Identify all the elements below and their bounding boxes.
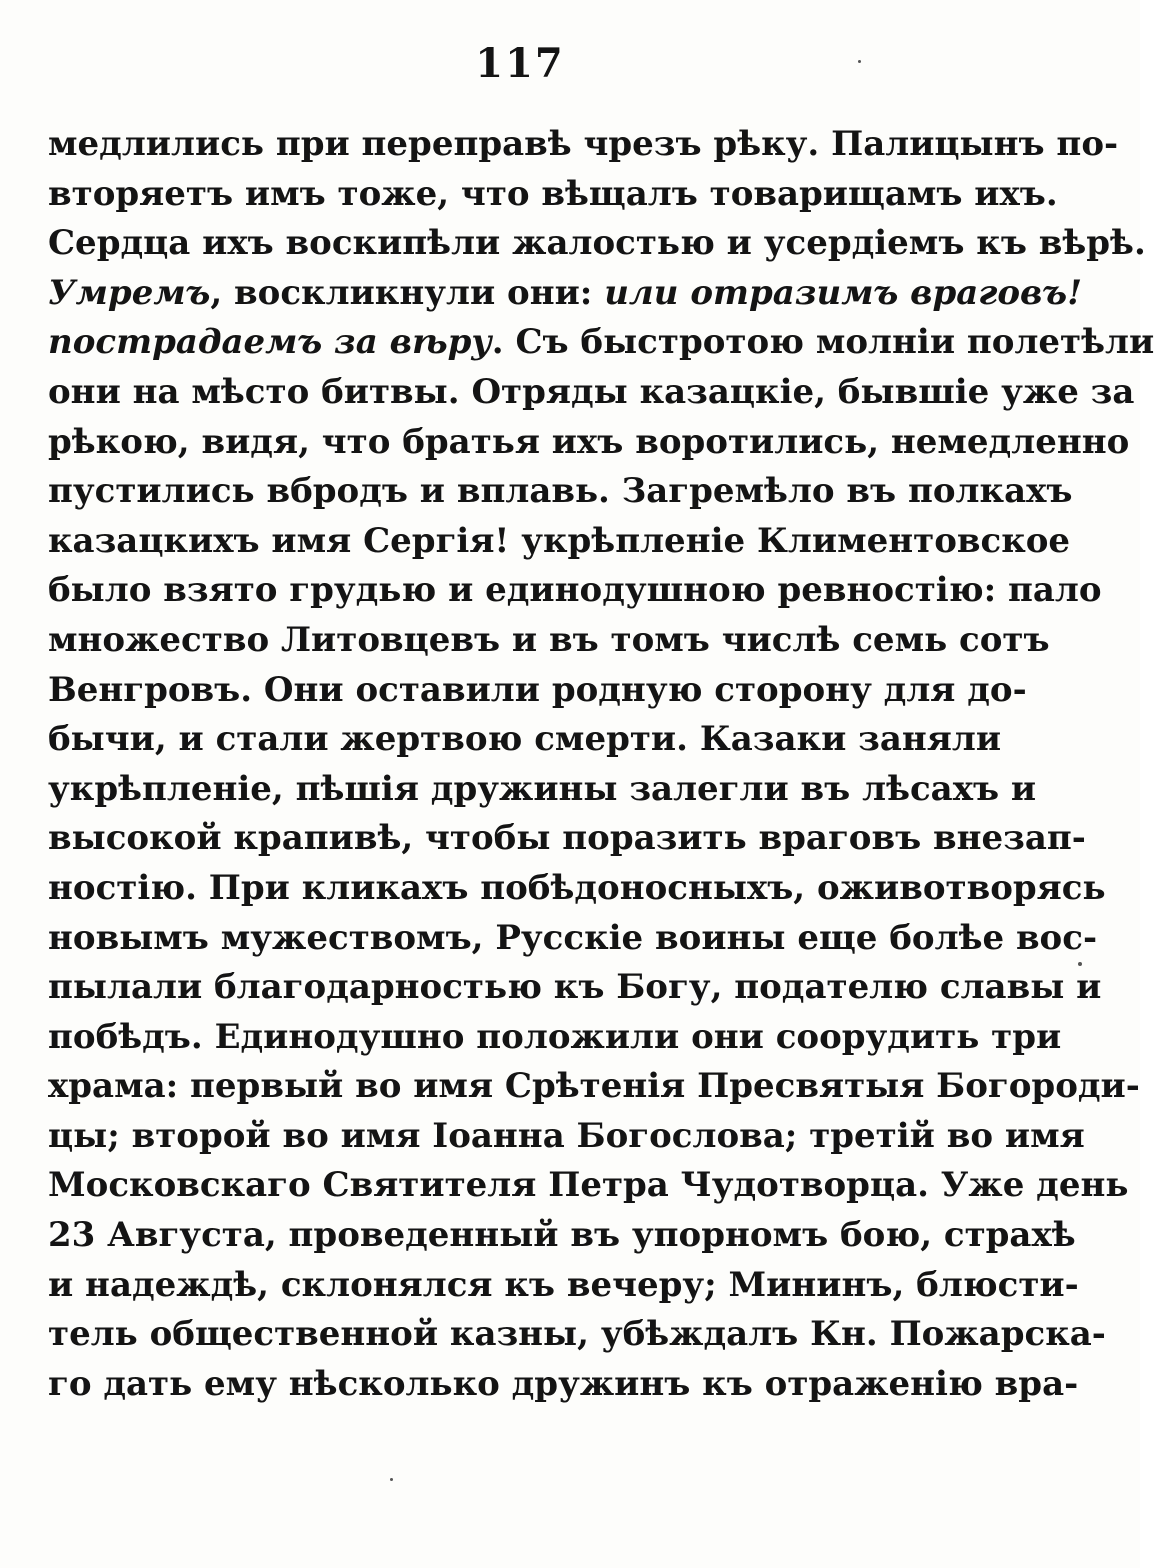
text-run: они на мѣсто битвы. Отряды казацкіе, бывшіе уже за bbox=[48, 371, 1135, 412]
text-run: пылали благодарностью къ Богу, подателю славы и bbox=[48, 967, 1102, 1008]
text-line bbox=[48, 864, 1106, 914]
text-run: укрѣпленіе, пѣшія дружины залегли въ лѣсахъ и bbox=[48, 768, 1037, 809]
text-run: ностію. При кликахъ побѣдоносныхъ, оживотворясь bbox=[48, 867, 1106, 908]
text-line bbox=[48, 1261, 1079, 1311]
text-run: тель общественной казны, убѣждалъ Кн. Пожарска- bbox=[48, 1314, 1106, 1355]
text-run: . Съ быстротою молніи полетѣли bbox=[491, 322, 1154, 363]
print-speck bbox=[1078, 962, 1082, 966]
text-line bbox=[48, 765, 1037, 815]
text-run: новымъ мужествомъ, Русскіе воины еще болѣе вос- bbox=[48, 917, 1098, 958]
text-line bbox=[48, 517, 1071, 567]
italic-phrase: Умремъ bbox=[48, 272, 211, 313]
text-line bbox=[48, 1062, 1140, 1112]
text-line bbox=[48, 616, 1050, 666]
text-run: было взято грудью и единодушною ревностію: пало bbox=[48, 570, 1102, 611]
print-speck bbox=[390, 1478, 393, 1481]
text-line bbox=[48, 963, 1102, 1013]
text-line bbox=[48, 219, 1146, 269]
text-line bbox=[48, 1112, 1085, 1162]
body-text bbox=[48, 120, 1154, 1409]
text-run: цы; второй во имя Іоанна Богослова; третій во имя bbox=[48, 1115, 1085, 1156]
text-run: медлились при переправѣ чрезъ рѣку. Палицынъ по- bbox=[48, 124, 1119, 164]
text-line bbox=[48, 418, 1130, 468]
text-run: высокой крапивѣ, чтобы поразить враговъ внезап- bbox=[48, 818, 1086, 859]
text-run: бычи, и стали жертвою смерти. Казаки заняли bbox=[48, 719, 1002, 760]
text-run: храма: первый во имя Срѣтенія Пресвятыя Богороди- bbox=[48, 1066, 1140, 1107]
text-line bbox=[48, 715, 1002, 765]
text-line bbox=[48, 1161, 1129, 1211]
text-line bbox=[48, 170, 1058, 220]
text-line bbox=[48, 1310, 1106, 1360]
text-run: го дать ему нѣсколько дружинъ къ отраженію вра- bbox=[48, 1363, 1079, 1404]
text-line bbox=[48, 814, 1086, 864]
text-line bbox=[48, 1211, 1076, 1261]
print-speck bbox=[858, 60, 861, 63]
text-run: казацкихъ имя Сергія! укрѣпленіе Климентовское bbox=[48, 520, 1071, 561]
text-line bbox=[48, 368, 1135, 418]
italic-phrase: или отразимъ враговъ! bbox=[604, 272, 1083, 313]
page-number: 117 bbox=[475, 40, 565, 87]
text-run: рѣкою, видя, что братья ихъ воротились, немедленно bbox=[48, 421, 1130, 462]
text-line bbox=[48, 269, 1083, 319]
text-line bbox=[48, 566, 1102, 616]
text-line bbox=[48, 1360, 1079, 1410]
italic-phrase: пострадаемъ за вѣру bbox=[48, 322, 492, 363]
text-line bbox=[48, 467, 1073, 517]
text-line bbox=[48, 1013, 1062, 1063]
text-run: , воскликнули они: bbox=[210, 272, 605, 313]
text-run: пустились вбродъ и вплавь. Загремѣло въ полкахъ bbox=[48, 471, 1073, 512]
text-line bbox=[48, 666, 1027, 716]
text-run: побѣдъ. Единодушно положили они соорудить три bbox=[48, 1016, 1062, 1057]
text-run: вторяетъ имъ тоже, что вѣщалъ товарищамъ ихъ. bbox=[48, 173, 1058, 214]
text-run: и надеждѣ, склонялся къ вечеру; Мининъ, блюсти- bbox=[48, 1264, 1079, 1305]
text-line bbox=[48, 120, 1119, 170]
text-line bbox=[48, 318, 1154, 368]
text-run: множество Литовцевъ и въ томъ числѣ семь сотъ bbox=[48, 619, 1050, 660]
text-run: Московскаго Святителя Петра Чудотворца. Уже день bbox=[48, 1165, 1129, 1206]
text-run: 23 Августа, проведенный въ упорномъ бою, страхѣ bbox=[48, 1215, 1076, 1256]
text-run: Сердца ихъ воскипѣли жалостью и усердіемъ къ вѣрѣ. bbox=[48, 223, 1146, 264]
text-line bbox=[48, 914, 1098, 964]
text-run: Венгровъ. Они оставили родную сторону для до- bbox=[48, 669, 1027, 710]
